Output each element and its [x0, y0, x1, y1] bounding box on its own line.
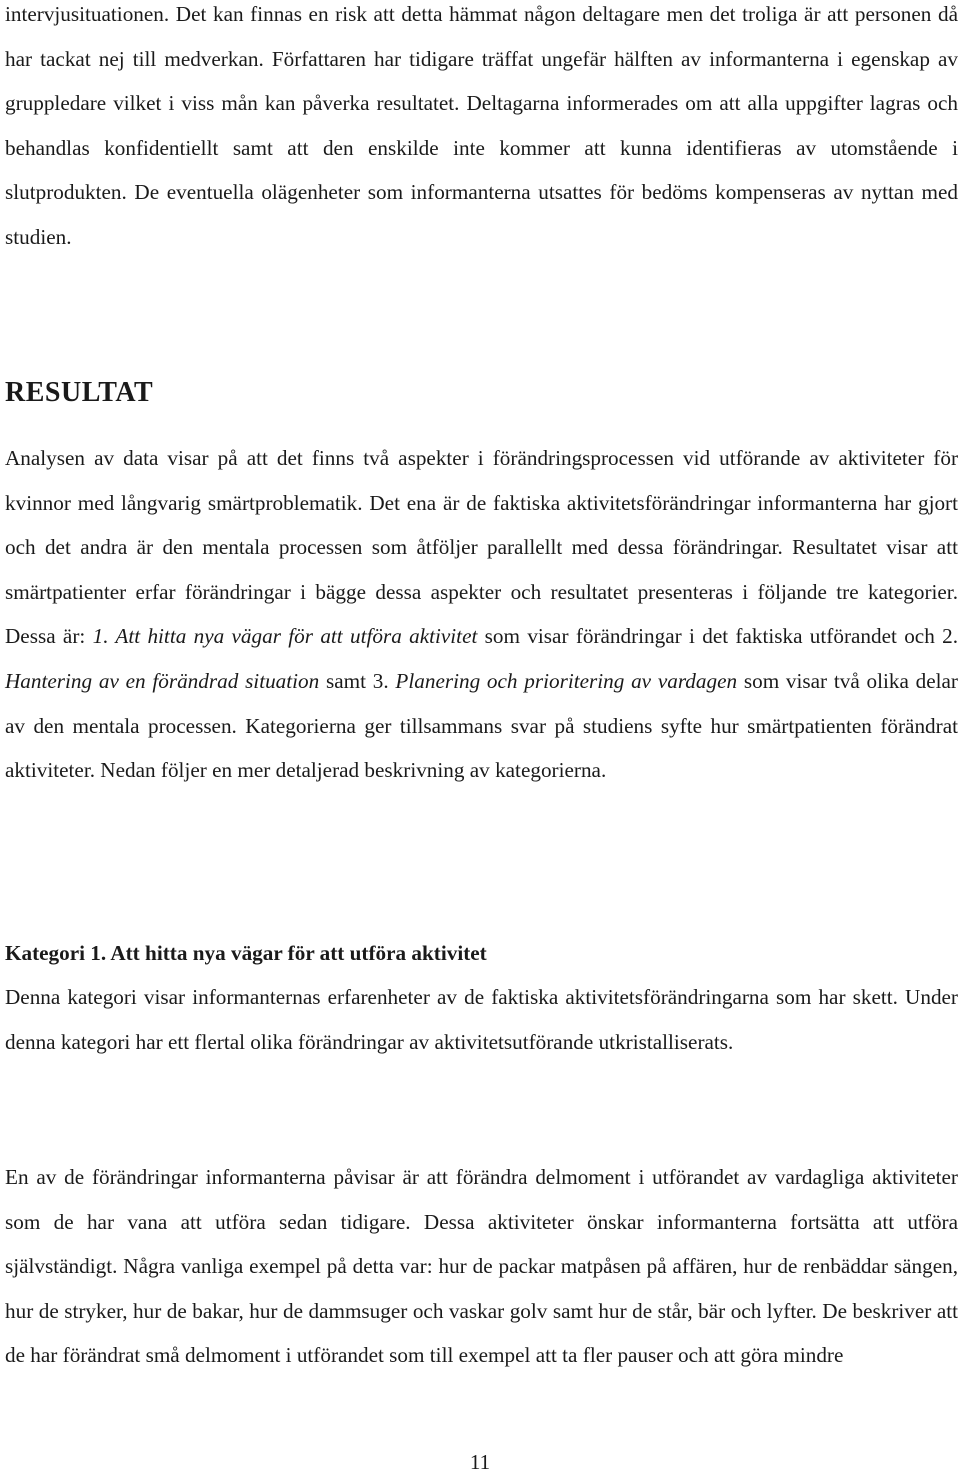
result-text-2: som visar förändringar i det faktiska utförandet och 2.: [477, 624, 958, 649]
page-number: 11: [469, 1450, 491, 1474]
result-text-4: som visar två olika delar av den mentala processen. Kategorierna ger tillsammans svar på studiens syfte hur smärtpatienten förändrat aktiviteter. Nedan följer en mer detaljerad beskrivning av kategorierna.: [5, 668, 958, 783]
category-1-paragraph-2: En av de förändringar informanterna påvisar är att förändra delmoment i utförandet av vardagliga aktiviteter som de har vana att utföra sedan tidigare. Dessa aktiviteter önskar informanterna fortsätta att utföra självständigt. Några vanliga exempel på detta var: hur de packar matpåsen på affären, hur de renbäddar sängen, hur de stryker, hur de bakar, hur de dammsuger och vaskar golv samt hur de står, bär och lyfter. De beskriver att de har förändrat små delmoment i utförandet som till exempel att ta fler pauser och att göra mindre: [5, 1165, 958, 1368]
category-1-reference: 1. Att hitta nya vägar för att utföra aktivitet: [92, 624, 478, 649]
intro-paragraph: intervjusituationen. Det kan finnas en risk att detta hämmat någon deltagare men det troliga är att personen då har tackat nej till medverkan. Författaren har tidigare träffat ungefär hälften av informanterna i egenskap av gruppledare vilket i viss mån kan påverka resultatet. Deltagarna informerades om att alla uppgifter lagras och behandlas konfidentiellt samt att den enskilde inte kommer att kunna identifieras av utomstående i slutprodukten. De eventuella olägenheter som informanterna utsattes för bedöms kompenseras av nyttan med studien.: [5, 2, 958, 249]
result-paragraph: [5, 436, 958, 793]
category-1-paragraph-1: Denna kategori visar informanternas erfarenheter av de faktiska aktivitetsförändringarna som har skett. Under denna kategori har ett flertal olika förändringar av aktivitetsutförande utkristalliserats.: [5, 985, 958, 1054]
result-text-1: Analysen av data visar på att det finns två aspekter i förändringsprocessen vid utförande av aktiviteter för kvinnor med långvarig smärtproblematik. Det ena är de faktiska aktivitetsförändringar informanterna har gjort och det andra är den mentala processen som åtföljer parallellt med dessa förändringar. Resultatet visar att smärtpatienter erfar förändringar i bägge dessa aspekter och resultatet presenteras i följande tre kategorier. Dessa är:: [5, 446, 958, 649]
category-2-reference: Hantering av en förändrad situation: [5, 668, 320, 693]
category-3-reference: Planering och prioritering av vardagen: [395, 668, 738, 693]
result-text-3: samt 3.: [319, 668, 396, 693]
category-1-heading: Kategori 1. Att hitta nya vägar för att utföra aktivitet: [5, 941, 487, 965]
result-heading: RESULTAT: [5, 377, 154, 408]
